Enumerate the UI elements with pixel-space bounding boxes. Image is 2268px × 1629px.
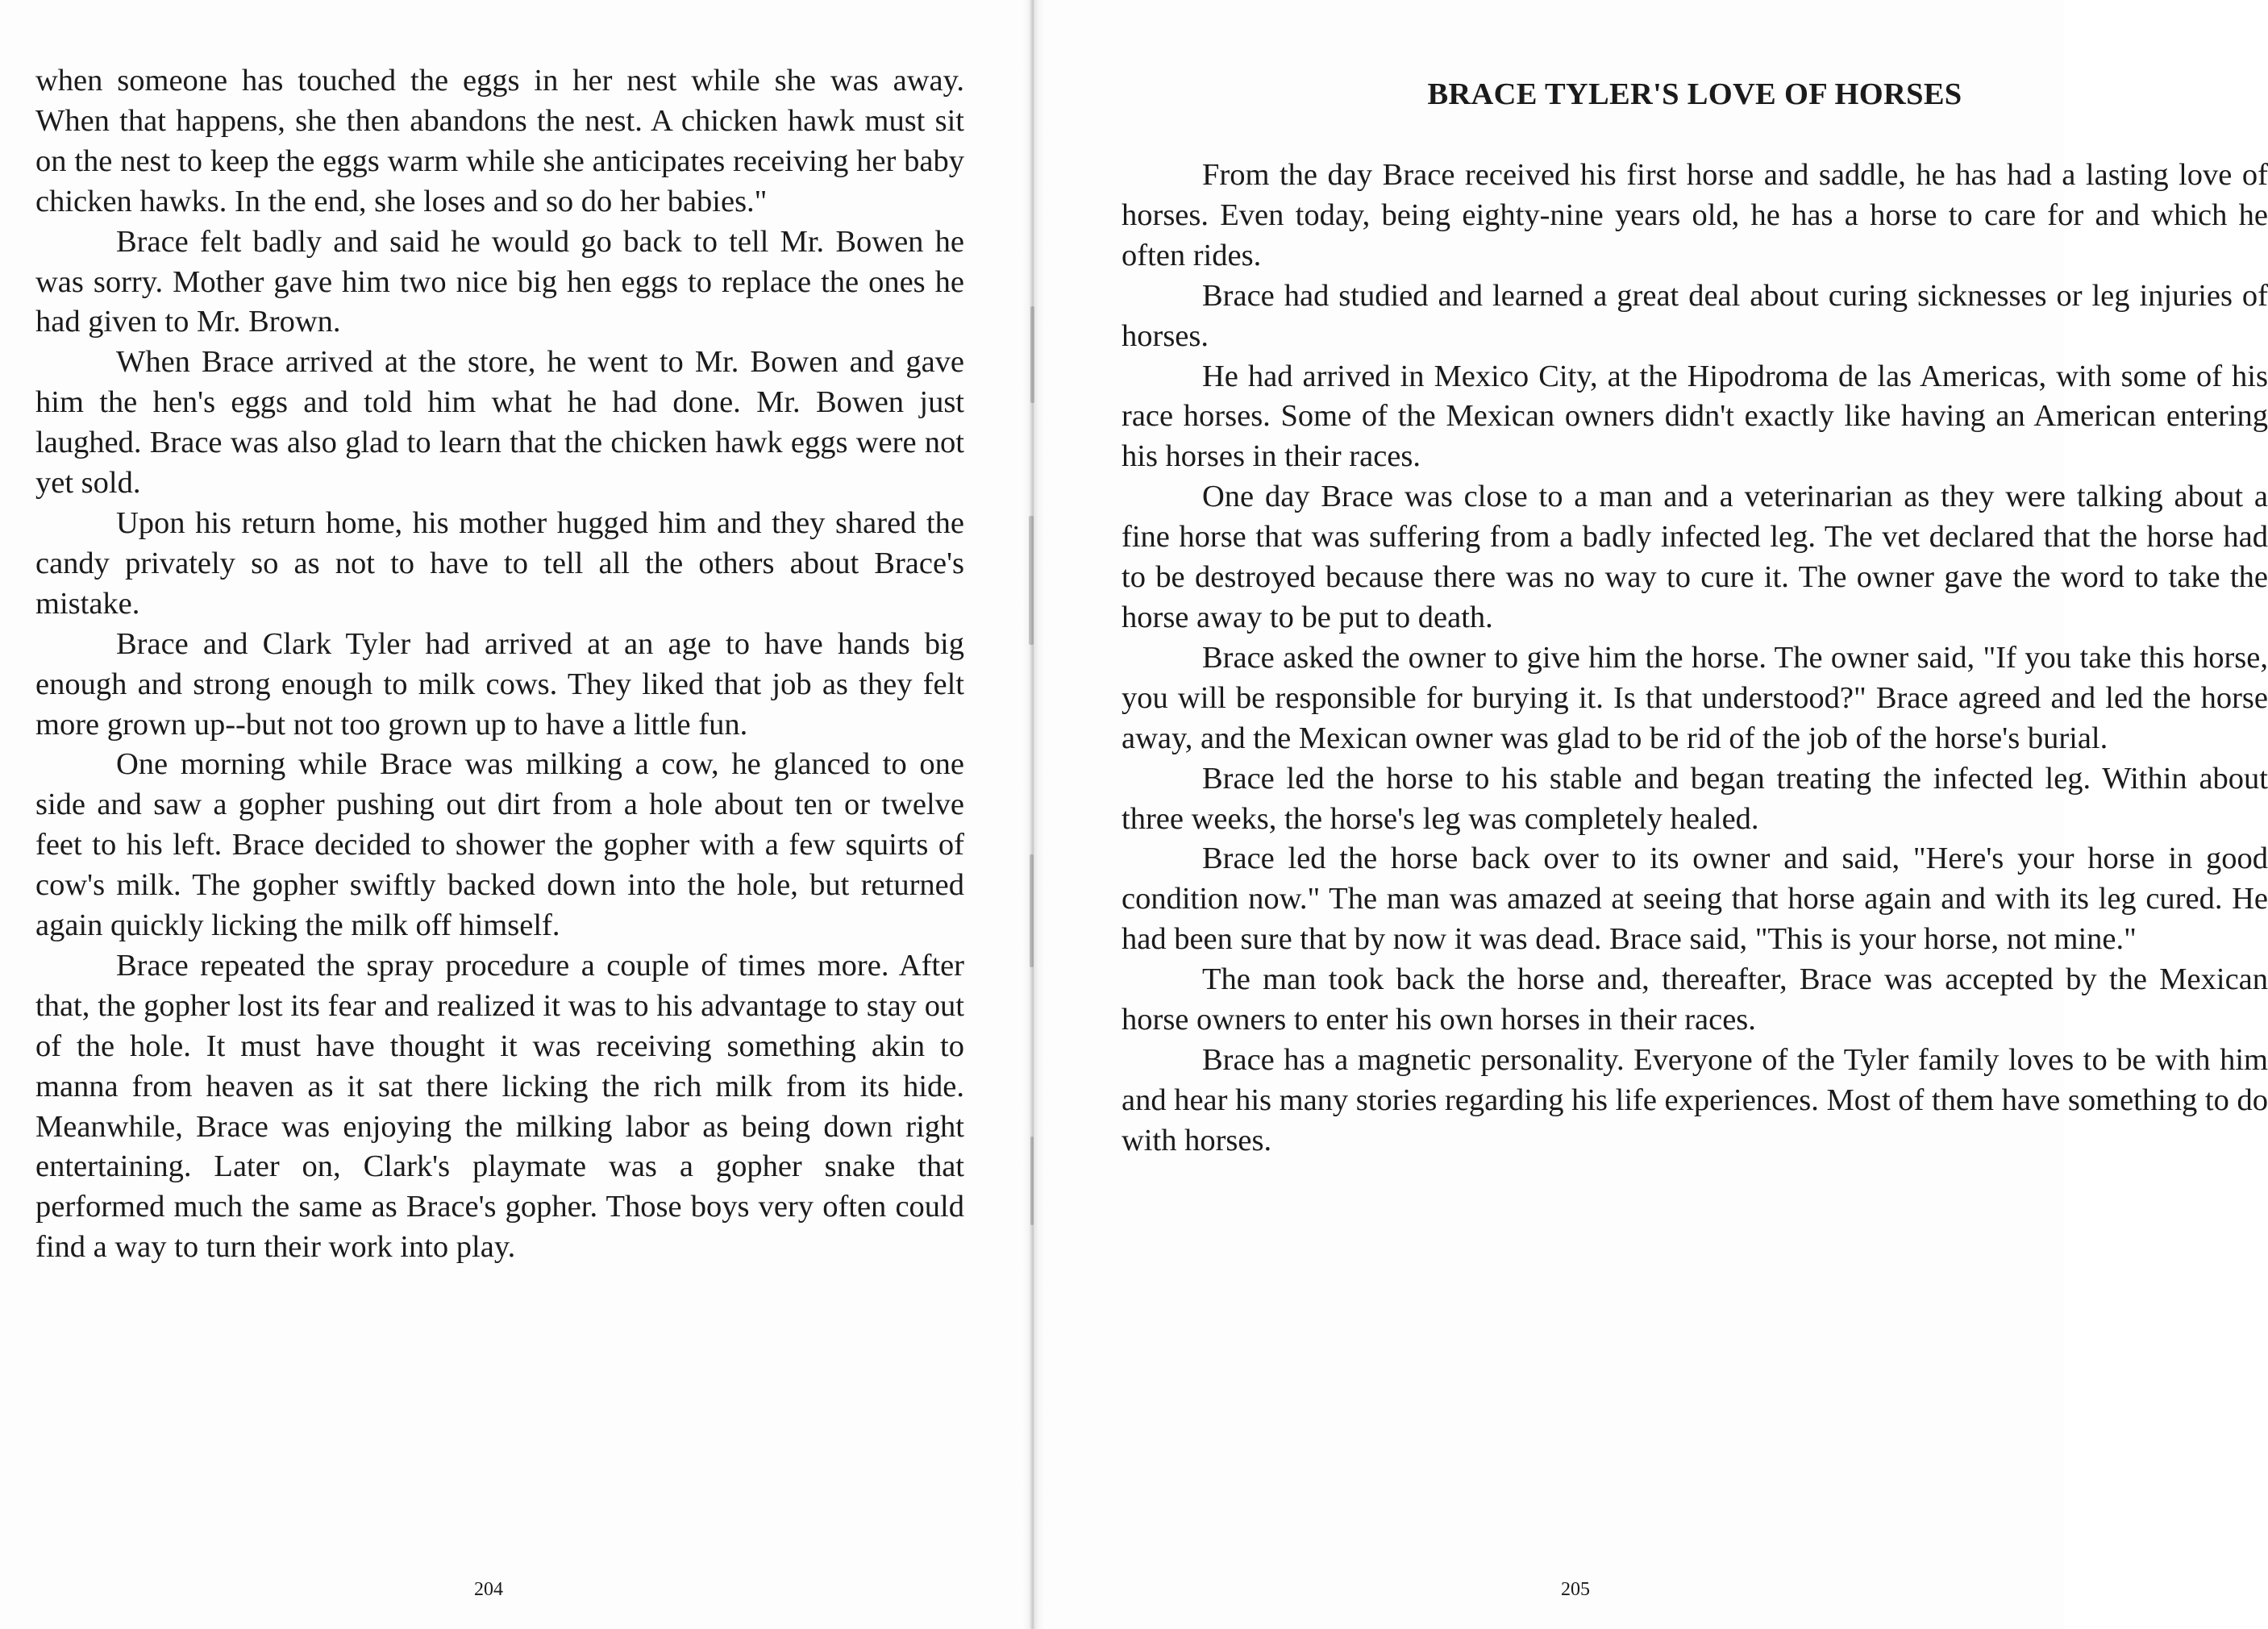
paragraph: Brace and Clark Tyler had arrived at an age to have hands big enough and strong enough to milk cows. They liked that job as they felt more grown up--but not too grown up to have a little fun.: [35, 626, 964, 742]
paragraph: The man took back the horse and, thereafter, Brace was accepted by the Mexican horse owners to enter his own horses in their races.: [1122, 962, 2268, 1037]
left-page-text: [35, 61, 964, 1268]
paragraph: Brace has a magnetic personality. Everyone of the Tyler family loves to be with him and hear his many stories regarding his life experiences. Most of them have something to do with horses.: [1122, 1042, 2268, 1157]
paragraph: When Brace arrived at the store, he went to Mr. Bowen and gave him the hen's eggs and told him what he had done. Mr. Bowen just laughed. Brace was also glad to learn that the chicken hawk eggs were not yet sold.: [35, 345, 964, 501]
paragraph: He had arrived in Mexico City, at the Hipodroma de las Americas, with some of his race horses. Some of the Mexican owners didn't exactly like having an American entering his horses in their races.: [1122, 359, 2268, 474]
paragraph: Brace led the horse back over to its owner and said, "Here's your horse in good condition now." The man was amazed at seeing that horse again and with its leg cured. He had been sure that by now it was dead. Brace said, "This is your horse, not mine.": [1122, 842, 2268, 957]
paragraph: when someone has touched the eggs in her nest while she was away. When that happens, she then abandons the nest. A chicken hawk must sit on the nest to keep the eggs warm while she anticipates receiving her baby chicken hawks. In the end, she loses and so do her babies.": [35, 64, 964, 218]
paragraph: Brace felt badly and said he would go back to tell Mr. Bowen he was sorry. Mother gave him two nice big hen eggs to replace the ones he had given to Mr. Brown.: [35, 224, 964, 339]
paragraph: Brace asked the owner to give him the horse. The owner said, "If you take this horse, you will be responsible for burying it. Is that understood?" Brace agreed and led the horse away, and the Mexican owner was glad to be rid of the job of the horse's burial.: [1122, 640, 2268, 755]
paragraph: Brace repeated the spray procedure a couple of times more. After that, the gopher lost its fear and realized it was to his advantage to stay out of the hole. It must have thought it was receiving something akin to manna from heaven as it sat there licking the rich milk from its hide. Meanwhile, Brace was enjoying the milking labor as being down right entertaining. Later on, Clark's playmate was a gopher snake that performed much the same as Brace's gopher. Those boys very often could find a way to turn their work into play.: [35, 948, 964, 1265]
right-page: [1032, 0, 2268, 1629]
paragraph: One morning while Brace was milking a cow, he glanced to one side and saw a gopher pushing out dirt from a hole about ten or twelve feet to his left. Brace decided to shower the gopher with a few squirts of cow's milk. The gopher swiftly backed down into the hole, but returned again quickly licking the milk off himself.: [35, 747, 964, 943]
page-number: 205: [1561, 1579, 1590, 1600]
paragraph: Upon his return home, his mother hugged him and they shared the candy privately so as not to have to tell all the others about Brace's mistake.: [35, 505, 964, 621]
paragraph: Brace led the horse to his stable and began treating the infected leg. Within about three weeks, the horse's leg was completely healed.: [1122, 761, 2268, 836]
paragraph: One day Brace was close to a man and a veterinarian as they were talking about a fine horse that was suffering from a badly infected leg. The vet declared that the horse had to be destroyed because there was no way to cure it. The owner gave the word to take the horse away to be put to death.: [1122, 480, 2268, 634]
paragraph: From the day Brace received his first horse and saddle, he has had a lasting love of horses. Even today, being eighty-nine years old, he has a horse to care for and which he often rides.: [1122, 158, 2268, 272]
right-page-text: [1122, 156, 2268, 1161]
paragraph: Brace had studied and learned a great deal about curing sicknesses or leg injuries of horses.: [1122, 278, 2268, 353]
left-page: [0, 0, 1032, 1629]
chapter-title: BRACE TYLER'S LOVE OF HORSES: [1427, 77, 1962, 111]
page-number: 204: [474, 1579, 503, 1600]
